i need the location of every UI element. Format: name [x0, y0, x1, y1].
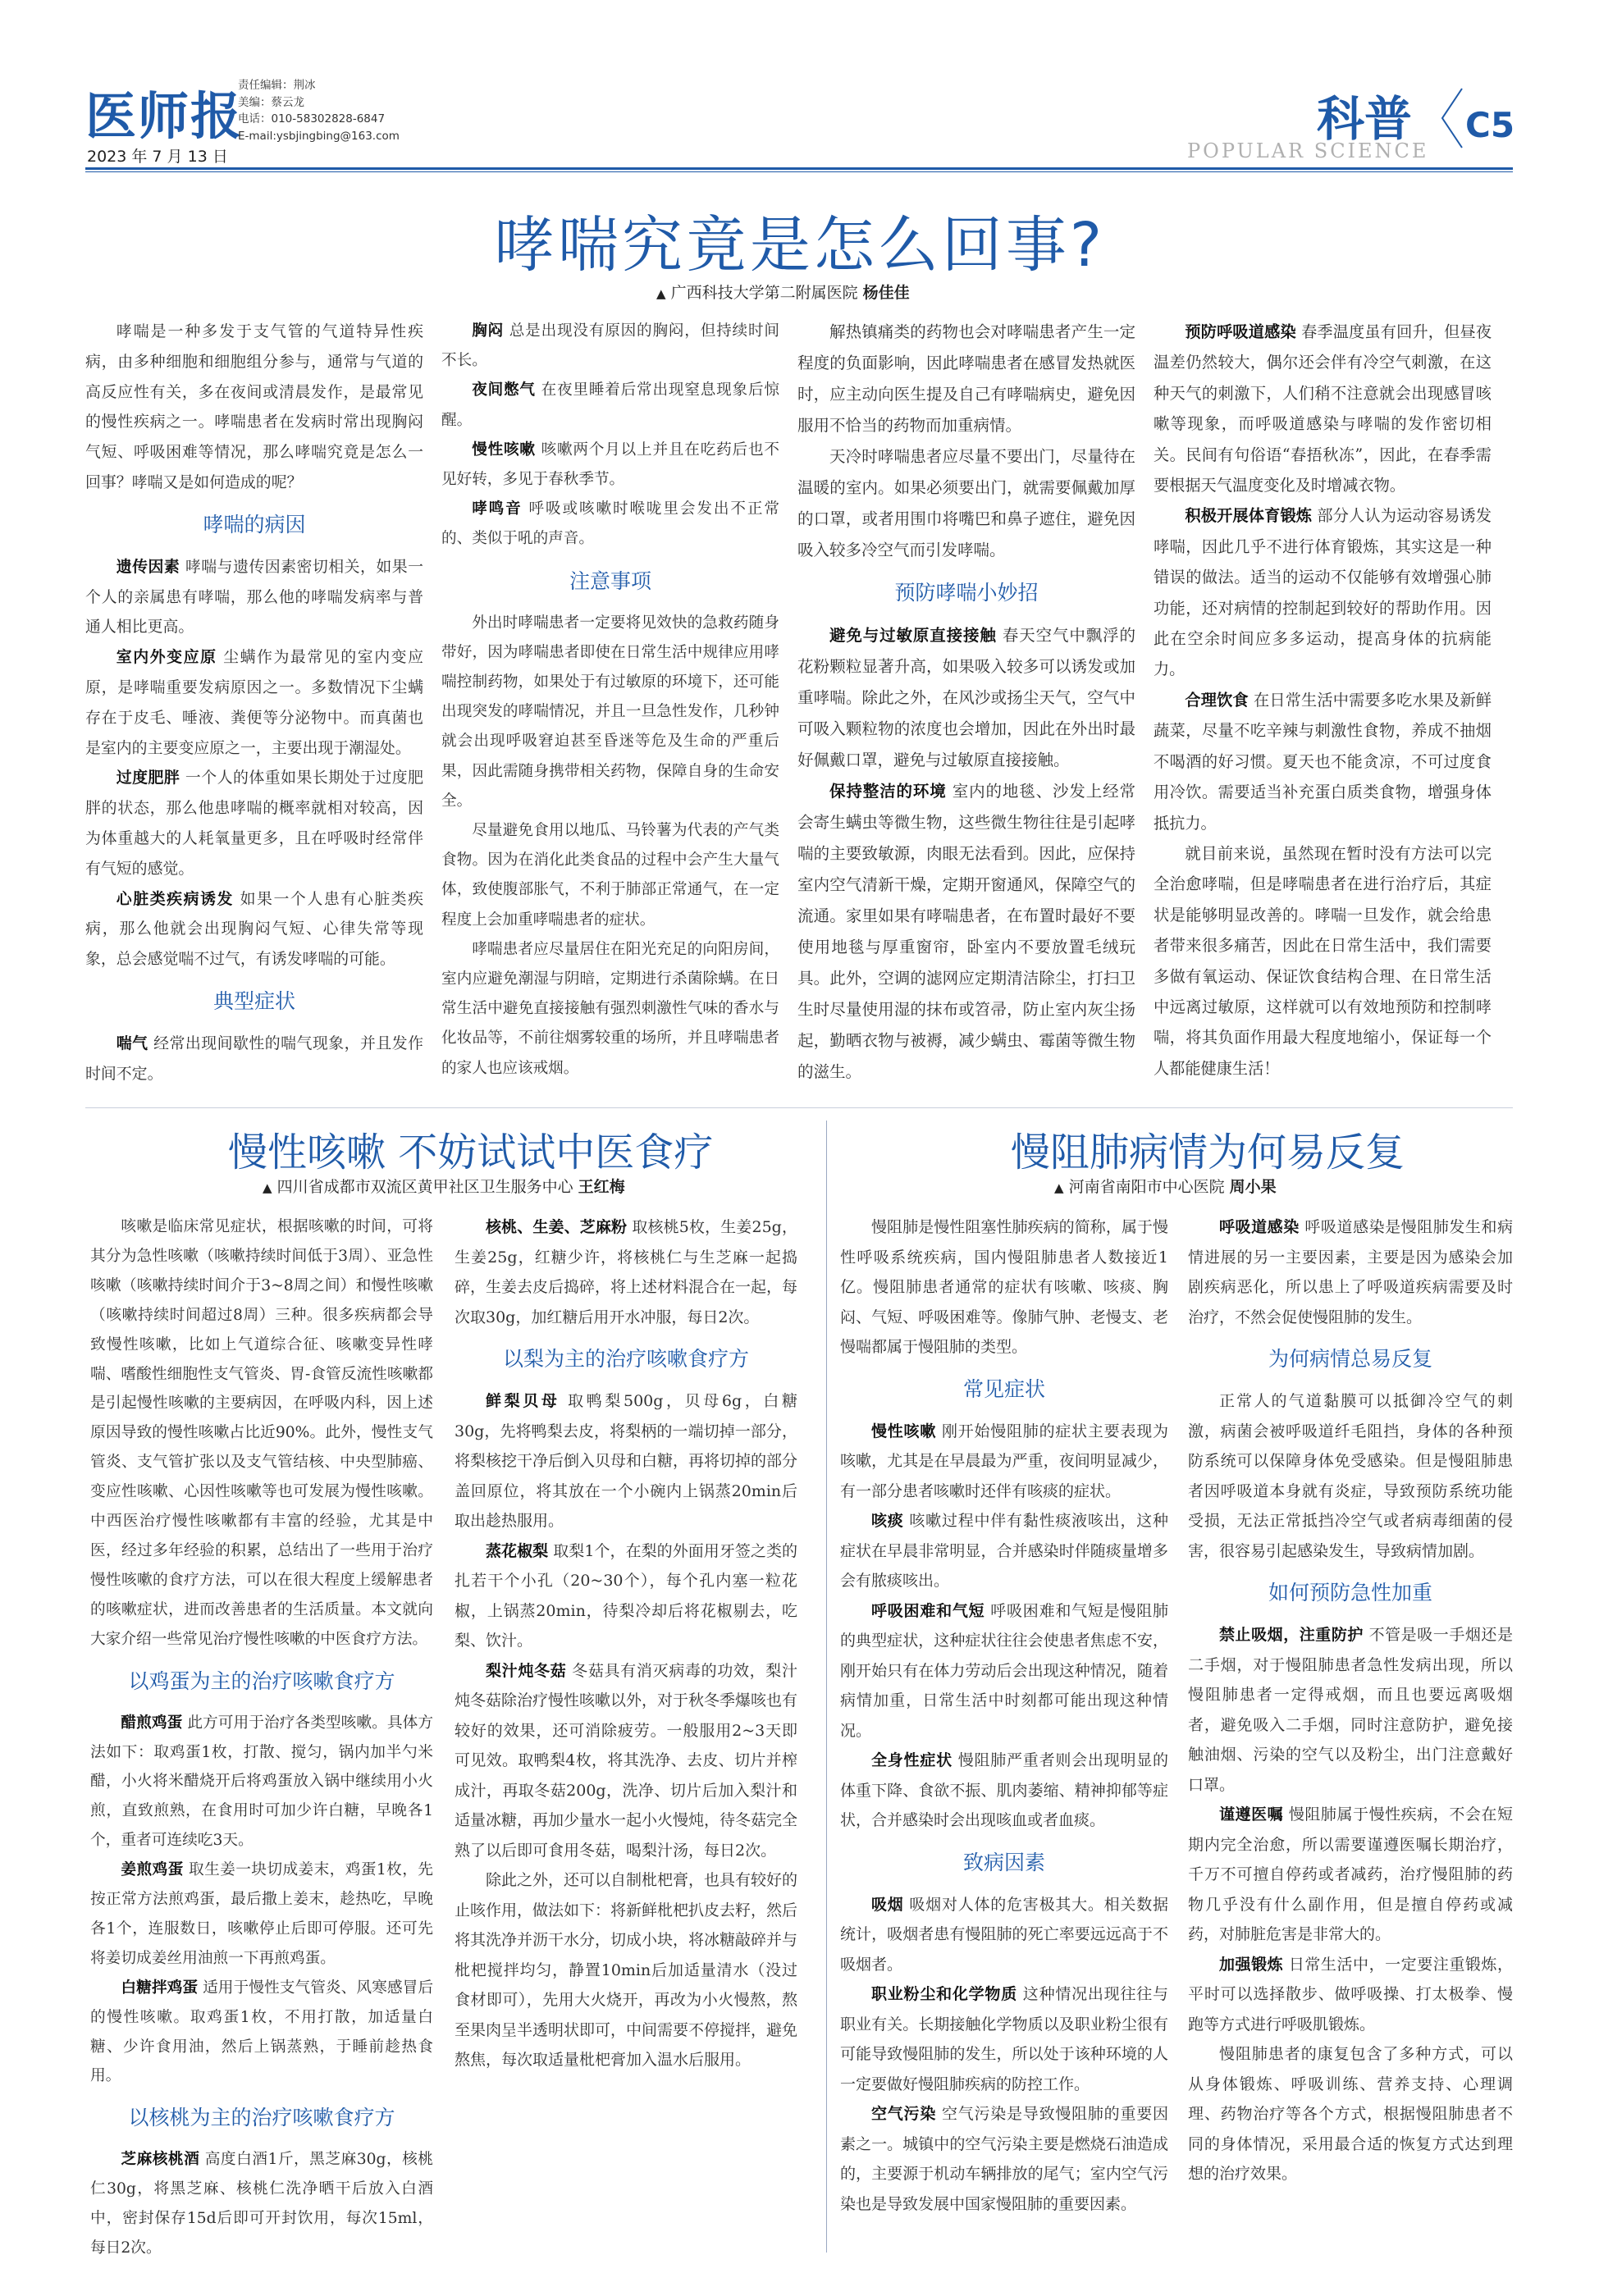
- article1-author-name: 杨佳佳: [862, 284, 910, 302]
- article1-column-1: [85, 317, 423, 1089]
- chevron-left-icon: [1437, 85, 1465, 151]
- paragraph: 呼吸道感染 呼吸道感染是慢阻肺发生和病情进展的另一主要因素，主要是因为感染会加剧疾病恶化，所以患上了呼吸道疾病需要及时治疗，不然会促使慢阻肺的发生。: [1188, 1218, 1513, 1326]
- article3-title: 慢阻肺病情为何易反复: [1011, 1130, 1405, 1175]
- paragraph: 哮鸣音 呼吸或咳嗽时喉咙里会发出不正常的、类似于吼的声音。: [441, 500, 779, 548]
- paragraph: 室内外变应原 尘螨作为最常见的室内变应原，是哮喘重要发病原因之一。多数情况下尘螨存在于皮毛、唾液、粪便等分泌物中。而真菌也是室内的主要变应原之一，主要出现于潮湿处。: [85, 648, 424, 757]
- paragraph: 梨汁炖冬菇 冬菇具有消灭病毒的功效，梨汁炖冬菇除治疗慢性咳嗽以外，对于秋冬季爆咳也有较好的效果，还可消除疲劳。一般服用2~3天即可见效。取鸭梨4枚，将其洗净、去皮、切片并榨成汁，再取冬菇200g，洗净、切片后加入梨汁和适量冰糖，再加少量水一起小火慢炖，待冬菇完全熟了以后即可食用冬菇，喝梨汁汤，每日2次。: [455, 1661, 798, 1860]
- paragraph: 解热镇痛类的药物也会对哮喘患者产生一定程度的负面影响，因此哮喘患者在感冒发热就医时，应主动向医生提及自己有哮喘病史，避免因服用不恰当的药物而加重病情。: [797, 322, 1135, 435]
- article3-author-name: 周小果: [1229, 1178, 1277, 1196]
- section-name-en: POPULAR SCIENCE: [1187, 139, 1429, 162]
- paragraph: 醋煎鸡蛋 此方可用于治疗各类型咳嗽。具体方法如下：取鸡蛋1枚，打散、搅匀，锅内加半勺米醋，小火将米醋烧开后将鸡蛋放入锅中继续用小火煎，直致煎熟，在食用时可加少许白糖，早晚各1个，重者可连续吃3天。: [90, 1714, 434, 1850]
- header-rule-thin: [85, 171, 1513, 172]
- paragraph: 芝麻核桃酒 高度白酒1斤，黑芝麻30g，核桃仁30g，将黑芝麻、核桃仁洗净晒干后放入白酒中，密封保存15d后即可开封饮用，每次15ml，每日2次。: [90, 2151, 433, 2257]
- paragraph: 喘气 经常出现间歇性的喘气现象，并且发作时间不定。: [85, 1034, 424, 1083]
- article2-author-name: 王红梅: [578, 1178, 625, 1196]
- article2-intro: 咳嗽是临床常见症状，根据咳嗽的时间，可将其分为急性咳嗽（咳嗽持续时间低于3周）、亚急性咳嗽（咳嗽持续时间介于3~8周之间）和慢性咳嗽（咳嗽持续时间超过8周）三种。很多疾病都会导致慢性咳嗽，比如上气道综合征、咳嗽变异性哮喘、嗜酸性细胞性支气管炎、胃-食管反流性咳嗽都是引起慢性咳嗽的主要病因，在呼吸内科，因上述原因导致的慢性咳嗽占比近90%。此外，慢性支气管炎、支气管扩张以及支气管结核、中央型肺癌、变应性咳嗽、心因性咳嗽等也可发展为慢性咳嗽。中西医治疗慢性咳嗽都有丰富的经验，尤其是中医，经过多年经验的积累，总结出了一些用于治疗慢性咳嗽的食疗方法，可以在很大程度上缓解患者的咳嗽症状，进而改善患者的生活质量。本文就向大家介绍一些常见治疗慢性咳嗽的中医食疗方法。: [90, 1218, 433, 1648]
- article3-heading-prevent: 如何预防急性加重: [1268, 1581, 1432, 1604]
- paragraph: 咳痰 咳嗽过程中伴有黏性痰液咳出，这种症状在早晨非常明显，合并感染时伴随痰量增多会有脓痰咳出。: [840, 1512, 1168, 1590]
- designer-line: 美编：蔡云龙: [238, 95, 304, 109]
- paragraph: 正常人的气道黏膜可以抵御冷空气的刺激，病菌会被呼吸道纤毛阻挡，身体的各种预防系统可以保障身体免受感染。但是慢阻肺患者因呼吸道本身就有炎症，导致预防系统功能受损，无法正常抵挡冷空气或者病毒细菌的侵害，很容易引起感染发生，导致病情加剧。: [1188, 1392, 1513, 1560]
- paragraph: 禁止吸烟，注重防护 不管是吸一手烟还是二手烟，对于慢阻肺患者急性发病出现，所以慢阻肺患者一定得戒烟，而且也要远离吸烟者，避免吸入二手烟，同时注意防护，避免接触油烟、污染的空气以及粉尘，出门注意戴好口罩。: [1188, 1626, 1513, 1794]
- paragraph: 预防呼吸道感染 春季温度虽有回升，但昼夜温差仍然较大，偶尔还会伴有冷空气刺激，在这种天气的刺激下，人们稍不注意就会出现感冒咳嗽等现象，而呼吸道感染与哮喘的发作密切相关。民间有句俗语“春捂秋冻”，因此，在春季需要根据天气温度变化及时增减衣物。: [1154, 322, 1492, 495]
- article2-author-org: 四川省成都市双流区黄甲社区卫生服务中心: [276, 1178, 573, 1196]
- paragraph: 蒸花椒梨 取梨1个，在梨的外面用牙签之类的扎若干个小孔（20~30个），每个孔内塞一粒花椒，上锅蒸20min，待梨冷却后将花椒剔去，吃梨、饮汁。: [455, 1541, 797, 1650]
- paragraph: 谨遵医嘱 慢阻肺属于慢性疾病，不会在短期内完全治愈，所以需要谨遵医嘱长期治疗，千万不可擅自停药或者减药，治疗慢阻肺的药物几乎没有什么副作用，但是擅自停药或减药，对肺脏危害是非常大的。: [1188, 1805, 1513, 1943]
- article1-heading-symptom: 典型症状: [212, 988, 295, 1013]
- article1-heading-notice: 注意事项: [569, 568, 651, 593]
- article1-column-3: [797, 317, 1135, 1088]
- paragraph: 夜间憋气 在夜里睡着后常出现窒息现象后惊醒。: [441, 381, 779, 429]
- article2-heading-egg: 以鸡蛋为主的治疗咳嗽食疗方: [128, 1668, 395, 1693]
- article3-author-org: 河南省南阳市中心医院: [1068, 1178, 1225, 1196]
- article1-heading-tips: 预防哮喘小妙招: [894, 581, 1039, 605]
- paragraph: 吸烟 吸烟对人体的危害极其大。相关数据统计，吸烟者患有慢阻肺的死亡率要远远高于不吸烟者。: [840, 1895, 1168, 1974]
- paragraph: 尽量避免食用以地瓜、马铃薯为代表的产气类食物。因为在消化此类食品的过程中会产生大量气体，致使腹部胀气，不利于肺部正常通气，在一定程度上会加重哮喘患者的症状。: [441, 822, 779, 929]
- email-line: E-mail:ysbjingbing@163.com: [238, 129, 400, 143]
- paragraph: 积极开展体育锻炼 部分人认为运动容易诱发哮喘，因此几乎不进行体育锻炼，其实这是一种错误的做法。适当的运动不仅能够有效增强心肺功能，还对病情的控制起到较好的帮助作用。因此在空余时间应多多运动，提高身体的抗病能力。: [1154, 506, 1492, 679]
- paragraph: 慢性咳嗽 刚开始慢阻肺的症状主要表现为咳嗽，尤其是在早晨最为严重，夜间明显减少，有一部分患者咳嗽时还伴有咳痰的症状。: [840, 1422, 1168, 1500]
- masthead-logo: 医师报: [85, 86, 244, 146]
- article2-heading-pear: 以梨为主的治疗咳嗽食疗方: [502, 1347, 749, 1371]
- article1-author-org: 广西科技大学第二附属医院: [670, 284, 858, 302]
- page-number: C5: [1465, 105, 1515, 145]
- paragraph: 外出时哮喘患者一定要将见效快的急救药随身带好，因为哮喘患者即使在日常生活中规律应用哮喘控制药物，如果处于有过敏原的环境下，还可能出现突发的哮喘情况，并且一旦急性发作，几秒钟就会出现呼吸窘迫甚至昏迷等危及生命的严重后果，因此需随身携带相关药物，保障自身的生命安全。: [441, 614, 779, 810]
- article1-byline: [656, 281, 910, 303]
- section-divider: [85, 1107, 1513, 1108]
- paragraph: 胸闷 总是出现没有原因的胸闷，但持续时间不长。: [441, 322, 779, 370]
- column-divider: [826, 1121, 827, 2253]
- article2-column-1: [90, 1212, 433, 2263]
- paragraph: 合理饮食 在日常生活中需要多吃水果及新鲜蔬菜，尽量不吃辛辣与刺激性食物，养成不抽烟不喝酒的好习惯。夏天也不能贪凉，不可过度食用冷饮。需要适当补充蛋白质类食物，增强身体抵抗力。: [1154, 690, 1492, 833]
- triangle-icon: ▲: [656, 286, 666, 301]
- paragraph: 空气污染 空气污染是导致慢阻肺的重要因素之一。城镇中的空气污染主要是燃烧石油造成的，主要源于机动车辆排放的尾气；室内空气污染也是导致发展中国家慢阻肺的重要因素。: [840, 2105, 1168, 2213]
- article2-byline: [263, 1175, 625, 1197]
- triangle-icon: ▲: [263, 1180, 272, 1195]
- article2-heading-walnut: 以核桃为主的治疗咳嗽食疗方: [128, 2106, 395, 2130]
- article1-column-4: [1154, 317, 1492, 1084]
- paragraph: 就目前来说，虽然现在暂时没有方法可以完全治愈哮喘，但是哮喘患者在进行治疗后，其症状是能够明显改善的。哮喘一旦发作，就会给患者带来很多痛苦，因此在日常生活中，我们需要多做有氧运动、保证饮食结构合理、在日常生活中远离过敏原，这样就可以有效地预防和控制哮喘，将其负面作用最大程度地缩小，保证每一个人都能健康生活！: [1154, 843, 1492, 1078]
- paragraph: 遗传因素 哮喘与遗传因素密切相关，如果一个人的亲属患有哮喘，那么他的哮喘发病率与普通人相比更高。: [85, 557, 423, 637]
- paragraph: 过度肥胖 一个人的体重如果长期处于过度肥胖的状态，那么他患哮喘的概率就相对较高，因为体重越大的人耗氧量更多，且在呼吸时经常伴有气短的感觉。: [85, 769, 423, 878]
- paragraph: 鲜梨贝母 取鸭梨500g，贝母6g，白糖30g，先将鸭梨去皮，将梨柄的一端切掉一部分，将梨核挖干净后倒入贝母和白糖，再将切掉的部分盖回原位，将其放在一个小碗内上锅蒸20min后取出趁热服用。: [455, 1392, 798, 1530]
- article1-column-2: [441, 317, 779, 1084]
- article1-intro: 哮喘是一种多发于支气管的气道特异性疾病，由多种细胞和细胞组分参与，通常与气道的高反应性有关，多在夜间或清晨发作，是最常见的慢性疾病之一。哮喘患者在发病时常出现胸闷气短、呼吸困难等情况，那么哮喘究竟是怎么一回事？哮喘又是如何造成的呢？: [85, 322, 423, 491]
- article3-heading-cause: 致病因素: [962, 1850, 1045, 1874]
- article3-heading-relapse: 为何病情总易反复: [1268, 1347, 1432, 1371]
- paragraph: 慢性咳嗽 咳嗽两个月以上并且在吃药后也不见好转，多见于春秋季节。: [441, 440, 779, 489]
- paragraph: 慢阻肺患者的康复包含了多种方式，可以从身体锻炼、呼吸训练、营养支持、心理调理、药物治疗等各个方式，根据慢阻肺患者不同的身体情况，采用最合适的恢复方式达到理想的治疗效果。: [1188, 2045, 1513, 2183]
- editor-info: [238, 77, 400, 144]
- issue-date: 2023 年 7 月 13 日: [87, 148, 228, 166]
- paragraph: 全身性症状 慢阻肺严重者则会出现明显的体重下降、食欲不振、肌肉萎缩、精神抑郁等症状，合并感染时会出现咳血或者血痰。: [840, 1751, 1168, 1829]
- header-rule: [85, 167, 1513, 170]
- paragraph: 职业粉尘和化学物质 这种情况出现往往与职业有关。长期接触化学物质以及职业粉尘很有可能导致慢阻肺的发生，所以处于该种环境的人一定要做好慢阻肺疾病的防控工作。: [840, 1985, 1168, 2093]
- article3-intro: 慢阻肺是慢性阻塞性肺疾病的简称，属于慢性呼吸系统疾病，国内慢阻肺患者人数接近1亿。慢阻肺患者通常的症状有咳嗽、咳痰、胸闷、气短、呼吸困难等。像肺气肿、老慢支、老慢喘都属于慢阻肺的类型。: [840, 1218, 1168, 1356]
- section-name: 科普: [1317, 91, 1413, 147]
- article3-byline: [1054, 1175, 1277, 1197]
- paragraph: 心脏类疾病诱发 如果一个人患有心脏类疾病，那么他就会出现胸闷气短、心律失常等现象，总会感觉喘不过气，有诱发哮喘的可能。: [85, 889, 424, 969]
- paragraph: 避免与过敏原直接接触 春天空气中飘浮的花粉颗粒显著升高，如果吸入较多可以诱发或加重哮喘。除此之外，在风沙或扬尘天气，空气中可吸入颗粒物的浓度也会增加，因此在外出时最好佩戴口罩，避免与过敏原直接接触。: [797, 626, 1135, 769]
- article2-title: 慢性咳嗽 不妨试试中医食疗: [228, 1130, 714, 1175]
- paragraph: 哮喘患者应尽量居住在阳光充足的向阳房间，室内应避免潮湿与阴暗，定期进行杀菌除螨。在日常生活中避免直接接触有强烈刺激性气味的香水与化妆品等，不前往烟雾较重的场所，并且哮喘患者的家人也应该戒烟。: [441, 940, 779, 1077]
- paragraph: 白糖拌鸡蛋 适用于慢性支气管炎、风寒感冒后的慢性咳嗽。取鸡蛋1枚，不用打散，加适量白糖、少许食用油，然后上锅蒸熟，于睡前趁热食用。: [90, 1979, 434, 2085]
- article3-heading-symptom: 常见症状: [962, 1376, 1045, 1401]
- article3-column-2: [1188, 1212, 1513, 2189]
- editor-line: 责任编辑：荆冰: [238, 79, 316, 92]
- paragraph: 天冷时哮喘患者应尽量不要出门，尽量待在温暖的室内。如果必须要出门，就需要佩戴加厚的口罩，或者用围巾将嘴巴和鼻子遮住，避免因吸入较多冷空气而引发哮喘。: [797, 447, 1135, 559]
- paragraph: 除此之外，还可以自制枇杷膏，也具有较好的止咳作用，做法如下：将新鲜枇杷扒皮去籽，然后将其洗净并沥干水分，切成小块，将冰糖敲碎并与枇杷搅拌均匀，静置10min后加适量清水（没过食材即可），先用大火烧开，再改为小火慢熬，熬至果肉呈半透明状即可，中间需要不停搅拌，避免熬焦，每次取适量枇杷膏加入温水后服用。: [455, 1871, 798, 2069]
- paragraph: 呼吸困难和气短 呼吸困难和气短是慢阻肺的典型症状，这种症状往往会使患者焦虑不安，刚开始只有在体力劳动后会出现这种情况，随着病情加重，日常生活中时刻都可能出现这种情况。: [840, 1601, 1168, 1740]
- article1-title: 哮喘究竟是怎么回事?: [493, 210, 1106, 281]
- triangle-icon: ▲: [1054, 1180, 1064, 1195]
- phone-line: 电话：010-58302828-6847: [238, 112, 386, 126]
- article2-column-2: [455, 1212, 797, 2075]
- paragraph: 核桃、生姜、芝麻粉 取核桃5枚，生姜25g，生姜25g，红糖少许，将核桃仁与生芝麻一起捣碎，生姜去皮后捣碎，将上述材料混合在一起，每次取30g，加红糖后用开水冲服，每日2次。: [455, 1218, 798, 1326]
- paragraph: 姜煎鸡蛋 取生姜一块切成姜末，鸡蛋1枚，先按正常方法煎鸡蛋，最后撒上姜末，趁热吃，早晚各1个，连服数日，咳嗽停止后即可停服。还可先将姜切成姜丝用油煎一下再煎鸡蛋。: [90, 1861, 433, 1967]
- paragraph: 加强锻炼 日常生活中，一定要注重锻炼，平时可以选择散步、做呼吸操、打太极拳、慢跑等方式进行呼吸肌锻炼。: [1188, 1955, 1513, 2034]
- article3-column-1: [840, 1212, 1168, 2219]
- article1-heading-cause: 哮喘的病因: [203, 512, 306, 536]
- paragraph: 保持整洁的环境 室内的地毯、沙发上经常会寄生螨虫等微生物，这些微生物往往是引起哮喘的主要致敏源，肉眼无法看到。因此，应保持室内空气清新干燥，定期开窗通风，保障空气的流通。家里如果有哮喘患者，在布置时最好不要使用地毯与厚重窗帘，卧室内不要放置毛绒玩具。此外，空调的滤网应定期清洁除尘，打扫卫生时尽量使用湿的抹布或笤帚，防止室内灰尘扬起，勤晒衣物与被褥，减少螨虫、霉菌等微生物的滋生。: [797, 782, 1135, 1081]
